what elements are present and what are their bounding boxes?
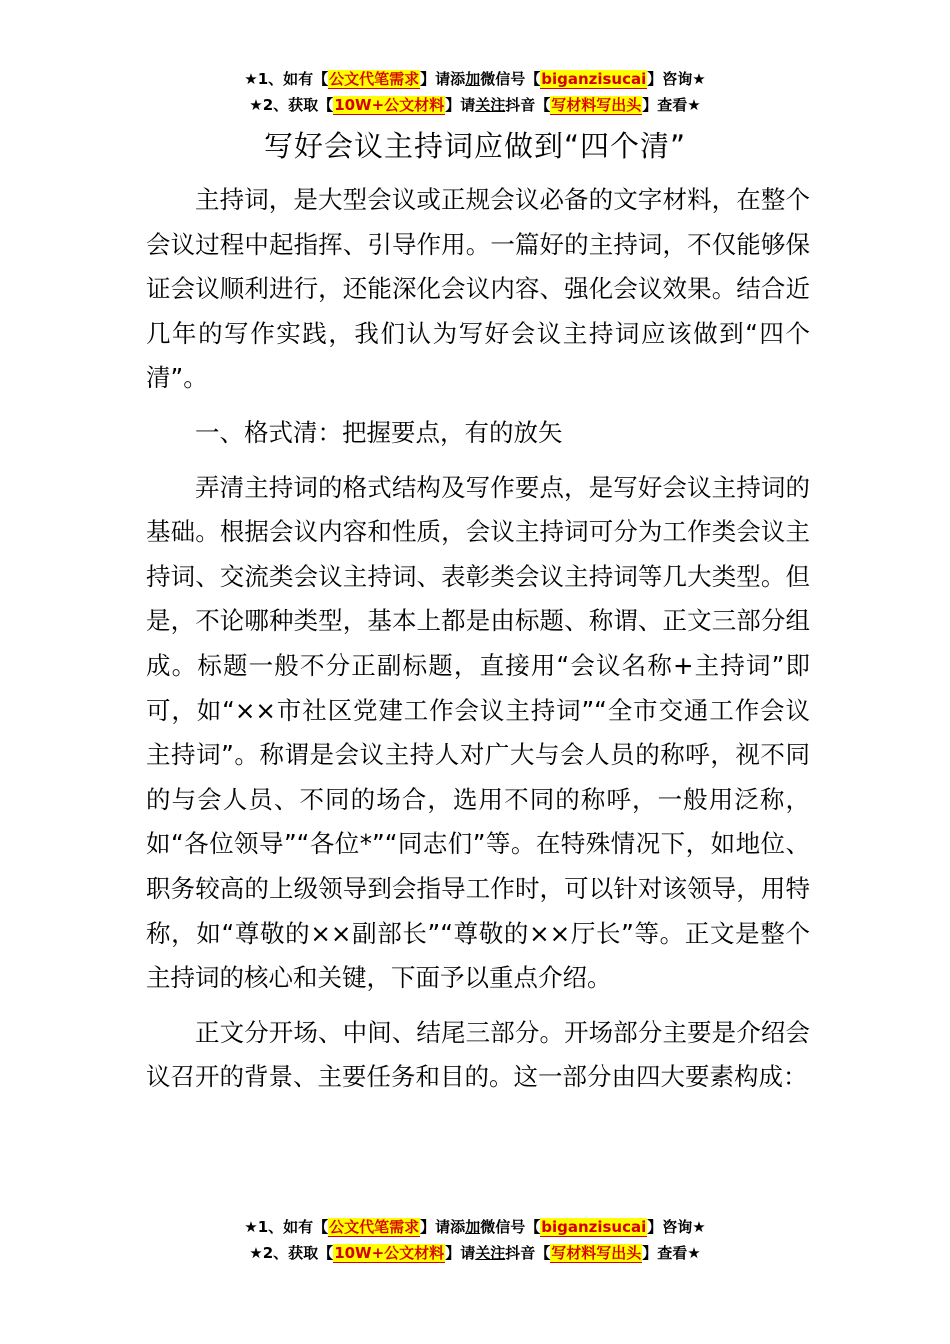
banner-highlight: 公文代笔需求 bbox=[329, 1218, 420, 1236]
banner-line-1 bbox=[0, 1214, 950, 1240]
banner-text: ★1、如有【 bbox=[244, 70, 329, 88]
banner-text: 微信号【 bbox=[480, 1218, 541, 1236]
banner-text: 】咨询★ bbox=[647, 1218, 706, 1236]
banner-underline: 加 bbox=[465, 1218, 481, 1236]
header-banner bbox=[0, 66, 950, 118]
paragraph-body-parts: 正文分开场、中间、结尾三部分。开场部分主要是介绍会议召开的背景、主要任务和目的。这一部分由四大要素构成： bbox=[146, 1017, 810, 1092]
footer-banner bbox=[0, 1214, 950, 1266]
banner-text: ★2、获取【 bbox=[249, 96, 334, 114]
banner-highlight: 公文代笔需求 bbox=[329, 70, 420, 88]
banner-line-2 bbox=[0, 1240, 950, 1266]
banner-text: 】请添 bbox=[420, 70, 466, 88]
document-title: 写好会议主持词应做到“四个清” bbox=[263, 129, 687, 163]
banner-text: 】请 bbox=[445, 96, 476, 114]
banner-text: 】查看★ bbox=[642, 1244, 701, 1262]
section-heading: 一、格式清：把握要点，有的放矢 bbox=[195, 417, 563, 447]
banner-text: 抖音【 bbox=[505, 96, 551, 114]
banner-underline: 关注 bbox=[475, 96, 506, 114]
paragraph-intro: 主持词，是大型会议或正规会议必备的文字材料，在整个会议过程中起指挥、引导作用。一篇好的主持词，不仅能够保证会议顺利进行，还能深化会议内容、强化会议效果。结合近几年的写作实践，我们认为写好会议主持词应该做到“四个清”。 bbox=[146, 185, 810, 393]
banner-text: 】咨询★ bbox=[647, 70, 706, 88]
banner-text: 】查看★ bbox=[642, 96, 701, 114]
banner-text: 抖音【 bbox=[505, 1244, 551, 1262]
banner-underline: 关注 bbox=[475, 1244, 506, 1262]
banner-text: ★2、获取【 bbox=[249, 1244, 334, 1262]
banner-line-2 bbox=[0, 92, 950, 118]
banner-highlight: biganzisucai bbox=[541, 70, 647, 88]
paragraph-format: 弄清主持词的格式结构及写作要点，是写好会议主持词的基础。根据会议内容和性质，会议主持词可分为工作类会议主持词、交流类会议主持词、表彰类会议主持词等几大类型。但是，不论哪种类型，基本上都是由标题、称谓、正文三部分组成。标题一般不分正副标题，直接用“会议名称+主持词”即可，如“××市社区党建工作会议主持词”“全市交通工作会议主持词”。称谓是会议主持人对广大与会人员的称呼，视不同的与会人员、不同的场合，选用不同的称呼，一般用泛称，如“各位领导”“各位*”“同志们”等。在特殊情况下，如地位、职务较高的上级领导到会指导工作时，可以针对该领导，用特称，如“尊敬的××副部长”“尊敬的××厅长”等。正文是整个主持词的核心和关键，下面予以重点介绍。 bbox=[146, 472, 810, 993]
banner-underline: 加 bbox=[465, 70, 481, 88]
banner-text: ★1、如有【 bbox=[244, 1218, 329, 1236]
document-body bbox=[146, 178, 810, 1110]
banner-text: 】请 bbox=[445, 1244, 476, 1262]
banner-line-1 bbox=[0, 66, 950, 92]
banner-highlight: biganzisucai bbox=[541, 1218, 647, 1236]
banner-text: 】请添 bbox=[420, 1218, 466, 1236]
banner-highlight: 10W+公文材料 bbox=[334, 96, 445, 114]
banner-highlight: 10W+公文材料 bbox=[334, 1244, 445, 1262]
banner-highlight: 写材料写出头 bbox=[551, 1244, 642, 1262]
banner-text: 微信号【 bbox=[480, 70, 541, 88]
banner-highlight: 写材料写出头 bbox=[551, 96, 642, 114]
